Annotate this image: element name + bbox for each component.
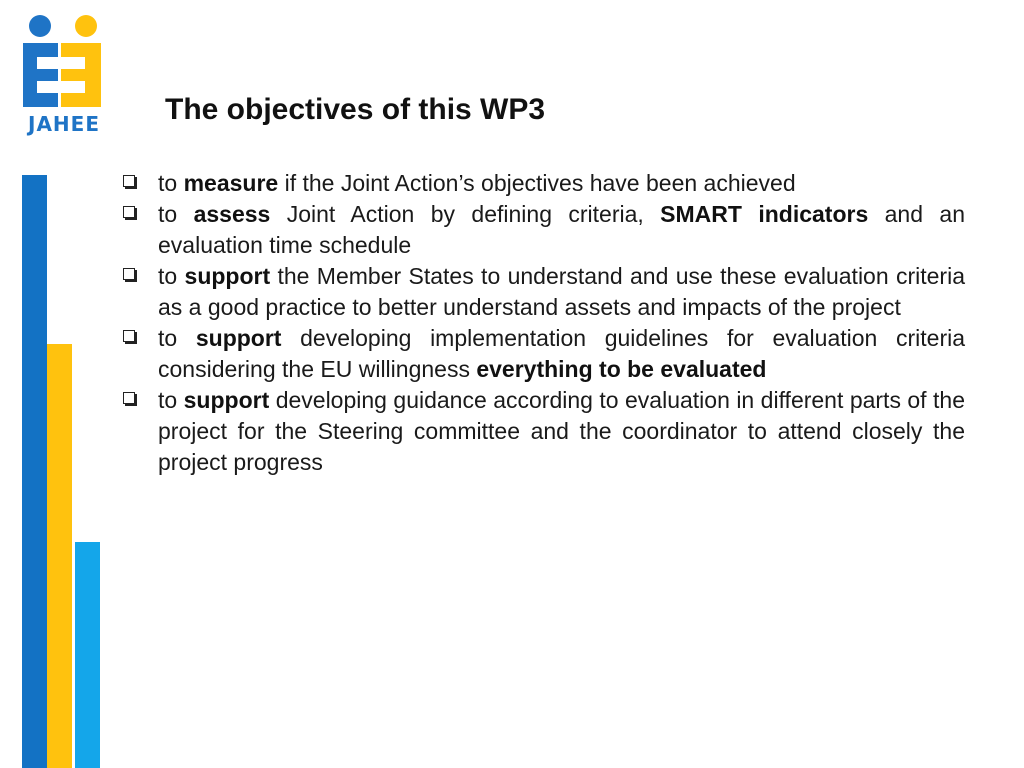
checkbox-bullet-icon [123,330,135,342]
bullet-text: if the Joint Action’s objectives have been achieved [278,170,796,196]
bullet-text: to [158,263,185,289]
emphasis-text: assess [193,201,271,227]
bullet-text: developing implementation guidelines for evaluation criteria considering the EU willingness [158,325,966,382]
checkbox-bullet-icon [123,175,135,187]
emphasis-text: SMART indicators [660,201,869,227]
slide-title: The objectives of this WP3 [165,93,546,126]
emphasis-text: everything to be evaluated [476,356,767,382]
objective-item [120,261,965,323]
decor-bar-cyan [75,542,100,768]
bullet-text: to [158,201,194,227]
objective-item [120,385,965,478]
jahee-logo [18,12,108,137]
logo-text: JAHEE [28,112,100,136]
emphasis-text: support [184,263,271,289]
bullet-text: to [158,387,184,413]
bullet-text: Joint Action by defining criteria, [270,201,661,227]
objective-item [120,199,965,261]
bullet-text: and an evaluation time schedule [158,201,965,258]
emphasis-text: support [183,387,270,413]
objective-item [120,168,965,199]
emphasis-text: measure [183,170,279,196]
decor-bar-blue [22,175,47,768]
decor-bar-yellow [47,344,72,768]
logo-yellow-e-shape [61,43,101,107]
bullet-text: to [158,325,196,351]
logo-yellow-dot [75,15,97,37]
bullet-text: to [158,170,184,196]
bullet-text: the Member States to understand and use these evaluation criteria as a good practice to better understand assets and impacts of the project [158,263,965,320]
logo-blue-e-shape [23,43,58,107]
checkbox-bullet-icon [123,392,135,404]
objectives-list [120,168,965,478]
bullet-text: developing guidance according to evaluation in different parts of the project for the Steering committee and the coordinator to attend closely the project progress [158,387,965,475]
objective-item [120,323,965,385]
emphasis-text: support [195,325,282,351]
checkbox-bullet-icon [123,206,135,218]
logo-blue-dot [29,15,51,37]
checkbox-bullet-icon [123,268,135,280]
